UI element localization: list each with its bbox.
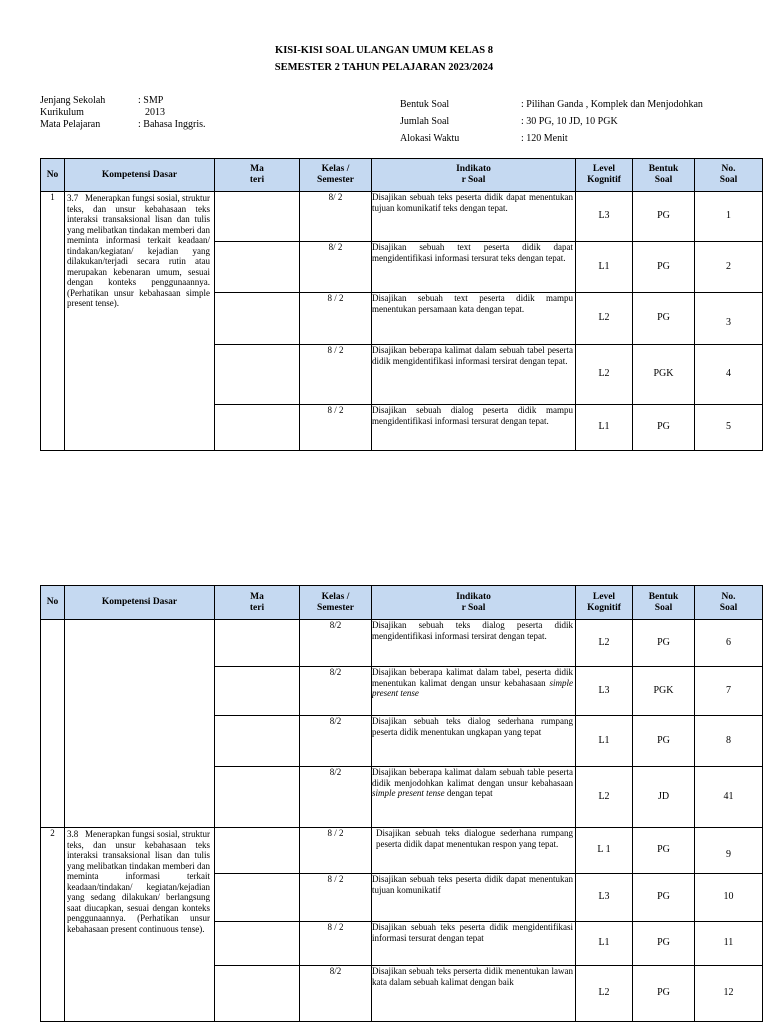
- nomor-cell: 6: [695, 620, 763, 667]
- level-cell: L1: [576, 242, 633, 293]
- info-value-jumlah: : 30 PG, 10 JD, 10 PGK: [521, 116, 618, 127]
- nomor-cell: 10: [695, 874, 763, 922]
- level-cell: L1: [576, 716, 633, 767]
- table-row: [41, 620, 763, 667]
- header-no: No: [41, 159, 65, 192]
- materi-cell: [215, 405, 300, 451]
- nomor-cell: 41: [695, 767, 763, 828]
- table-header-row: [41, 586, 763, 620]
- info-value-jenjang: : SMP: [138, 95, 164, 106]
- info-label-mapel: Mata Pelajaran: [40, 119, 101, 130]
- bentuk-cell: PG: [633, 242, 695, 293]
- level-cell: L2: [576, 293, 633, 345]
- materi-cell: [215, 716, 300, 767]
- bentuk-cell: PG: [633, 405, 695, 451]
- document-title-line1: KISI-KISI SOAL ULANGAN UMUM KELAS 8: [275, 45, 493, 56]
- nomor-cell: 8: [695, 716, 763, 767]
- indikator-cell: Disajikan sebuah teks dialogue sederhana rumpang peserta didik dapat menentukan respon yang tepat.: [372, 828, 576, 874]
- level-cell: L2: [576, 767, 633, 828]
- materi-cell: [215, 620, 300, 667]
- header-no: No: [41, 586, 65, 620]
- header-nosoal: No. Soal: [695, 586, 763, 620]
- info-label-jenjang: Jenjang Sekolah: [40, 95, 106, 106]
- kompetensi-dasar: [65, 192, 215, 451]
- bentuk-cell: PG: [633, 828, 695, 874]
- info-label-alokasi: Alokasi Waktu: [400, 133, 460, 144]
- nomor-cell: 1: [695, 192, 763, 242]
- row-number: 1: [41, 192, 65, 451]
- bentuk-cell: PGK: [633, 345, 695, 405]
- bentuk-cell: PG: [633, 192, 695, 242]
- kelas-cell: 8 / 2: [300, 345, 372, 405]
- table-header-row: [41, 159, 763, 192]
- nomor-cell: 2: [695, 242, 763, 293]
- level-cell: L1: [576, 405, 633, 451]
- indikator-cell: Disajikan sebuah text peserta didik mampu menentukan persamaan kata dengan tepat.: [372, 293, 576, 345]
- bentuk-cell: PG: [633, 922, 695, 966]
- header-level: Level Kognitif: [576, 159, 633, 192]
- bentuk-cell: PG: [633, 293, 695, 345]
- header-indikator: Indikato r Soal: [372, 586, 576, 620]
- header-bentuk: Bentuk Soal: [633, 586, 695, 620]
- indikator-cell: Disajikan sebuah text peserta didik dapat mengidentifikasi informasi tersurat teks dengan tepat.: [372, 242, 576, 293]
- kelas-cell: 8 / 2: [300, 828, 372, 874]
- materi-cell: [215, 242, 300, 293]
- bentuk-cell: PG: [633, 620, 695, 667]
- indikator-cell: Disajikan sebuah teks dialog sederhana rumpang peserta didik menentukan ungkapan yang tepat: [372, 716, 576, 767]
- header-materi: Ma teri: [215, 586, 300, 620]
- indikator-cell: Disajikan sebuah teks dialog peserta didik mengidentifikasi informasi tersirat dengan tepat.: [372, 620, 576, 667]
- kompetensi-dasar: [65, 828, 215, 1022]
- kelas-cell: 8 / 2: [300, 922, 372, 966]
- bentuk-cell: PGK: [633, 667, 695, 716]
- header-bentuk: Bentuk Soal: [633, 159, 695, 192]
- nomor-cell: 12: [695, 966, 763, 1022]
- indikator-cell: Disajikan sebuah teks perserta didik menentukan lawan kata dalam sebuah kalimat dengan baik: [372, 966, 576, 1022]
- kisi-table-1: [40, 158, 763, 451]
- kelas-cell: 8/2: [300, 966, 372, 1022]
- header-materi: Ma teri: [215, 159, 300, 192]
- level-cell: L1: [576, 922, 633, 966]
- kelas-cell: 8/2: [300, 767, 372, 828]
- level-cell: L3: [576, 192, 633, 242]
- materi-cell: [215, 874, 300, 922]
- nomor-cell: 9: [695, 828, 763, 874]
- row-number: [41, 620, 65, 828]
- info-value-kurikulum: 2013: [145, 107, 165, 118]
- table-row: [41, 828, 763, 874]
- header-kd: Kompetensi Dasar: [65, 586, 215, 620]
- nomor-cell: 4: [695, 345, 763, 405]
- info-label-kurikulum: Kurikulum: [40, 107, 84, 118]
- kelas-cell: 8 / 2: [300, 405, 372, 451]
- document-title-line2: SEMESTER 2 TAHUN PELAJARAN 2023/2024: [274, 62, 494, 73]
- indikator-cell: Disajikan beberapa kalimat dalam tabel, peserta didik menentukan kalimat dengan unsur kebahasaan simple present tense: [372, 667, 576, 716]
- kelas-cell: 8 / 2: [300, 293, 372, 345]
- header-nosoal: No. Soal: [695, 159, 763, 192]
- kelas-cell: 8/2: [300, 716, 372, 767]
- indikator-cell: Disajikan beberapa kalimat dalam sebuah tabel peserta didik mengidentifikasi informasi tersirat dengan tepat.: [372, 345, 576, 405]
- indikator-cell: Disajikan sebuah teks peserta didik dapat menentukan tujuan komunikatif teks dengan tepat.: [372, 192, 576, 242]
- nomor-cell: 3: [695, 293, 763, 345]
- indikator-cell: Disajikan sebuah teks peserta didik dapat menentukan tujuan komunikatif: [372, 874, 576, 922]
- info-label-bentuk: Bentuk Soal: [400, 99, 450, 110]
- indikator-cell: Disajikan beberapa kalimat dalam sebuah table peserta didik menjodohkan kalimat dengan unsur kebahasaan simple present tense dengan tepat: [372, 767, 576, 828]
- level-cell: L3: [576, 874, 633, 922]
- header-kelas: Kelas / Semester: [300, 159, 372, 192]
- level-cell: L2: [576, 966, 633, 1022]
- kd-number: 3.8: [67, 829, 79, 839]
- info-label-jumlah: Jumlah Soal: [400, 116, 450, 127]
- nomor-cell: 7: [695, 667, 763, 716]
- header-kelas: Kelas / Semester: [300, 586, 372, 620]
- info-value-mapel: : Bahasa Inggris.: [138, 119, 206, 130]
- bentuk-cell: JD: [633, 767, 695, 828]
- kompetensi-dasar: [65, 620, 215, 828]
- kelas-cell: 8 / 2: [300, 874, 372, 922]
- bentuk-cell: PG: [633, 874, 695, 922]
- info-value-alokasi: : 120 Menit: [521, 133, 568, 144]
- materi-cell: [215, 667, 300, 716]
- indikator-cell: Disajikan sebuah dialog peserta didik mampu mengidentifikasi informasi tersurat dengan tepat.: [372, 405, 576, 451]
- bentuk-cell: PG: [633, 716, 695, 767]
- materi-cell: [215, 922, 300, 966]
- level-cell: L3: [576, 667, 633, 716]
- materi-cell: [215, 767, 300, 828]
- header-level: Level Kognitif: [576, 586, 633, 620]
- table-row: [41, 192, 763, 242]
- bentuk-cell: PG: [633, 966, 695, 1022]
- kelas-cell: 8/2: [300, 620, 372, 667]
- kelas-cell: 8/2: [300, 667, 372, 716]
- header-indikator: Indikato r Soal: [372, 159, 576, 192]
- header-kd: Kompetensi Dasar: [65, 159, 215, 192]
- materi-cell: [215, 966, 300, 1022]
- kelas-cell: 8/ 2: [300, 242, 372, 293]
- level-cell: L2: [576, 345, 633, 405]
- level-cell: L 1: [576, 828, 633, 874]
- info-value-bentuk: : Pilihan Ganda , Komplek dan Menjodohkan: [521, 99, 703, 110]
- nomor-cell: 5: [695, 405, 763, 451]
- kelas-cell: 8/ 2: [300, 192, 372, 242]
- nomor-cell: 11: [695, 922, 763, 966]
- row-number: 2: [41, 828, 65, 1022]
- kd-number: 3.7: [67, 193, 79, 203]
- materi-cell: [215, 293, 300, 345]
- materi-cell: [215, 828, 300, 874]
- kd-text: Menerapkan fungsi sosial, struktur teks, dan unsur kebahasaan teks interaksi transaksional lisan dan tulis yang melibatkan tindakan memberi dan meminta informasi terkait keadaan/ tindakan/kegiatan/ kejadian yang dilakukan/terjadi secara rutin atau merupakan kebenaran umum, sesuai dengan konteks penggunaannya. (Perhatikan unsur kebahasaan simple present tense).: [67, 193, 210, 308]
- kisi-table-2: [40, 585, 763, 1022]
- level-cell: L2: [576, 620, 633, 667]
- kd-text: Menerapkan fungsi sosial, struktur teks, dan unsur kebahasaan teks interaksi transaksional lisan dan tulis yang melibatkan tindakan memberi dan meminta informasi terkait keadaan/tindakan/ kegiatan/kejadian yang sedang dilakukan/ berlangsung saat diucapkan, sesuai dengan konteks penggunaannya. (Perhatikan unsur kebahasaan present continuous tense).: [67, 829, 210, 934]
- materi-cell: [215, 192, 300, 242]
- materi-cell: [215, 345, 300, 405]
- indikator-cell: Disajikan sebuah teks peserta didik mengidentifikasi informasi tersurat dengan tepat: [372, 922, 576, 966]
